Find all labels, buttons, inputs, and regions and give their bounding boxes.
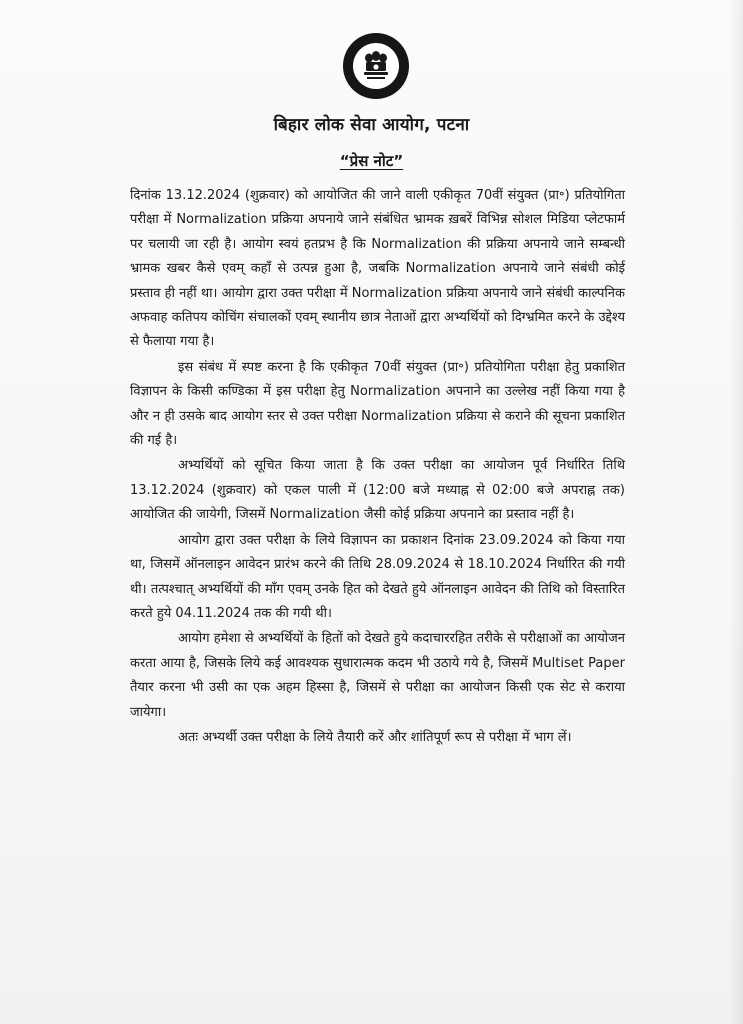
paragraph-6: अतः अभ्यर्थी उक्त परीक्षा के लिये तैयारी करें और शांतिपूर्ण रूप से परीक्षा में भाग लें। [178,729,572,745]
paragraph-3: अभ्यर्थियों को सूचित किया जाता है कि उक्त परीक्षा का आयोजन पूर्व निर्धारित तिथि 13.12.2024 (शुक्रवार) को एकल पाली में (12:00 बजे मध्याह्न से 02:00 बजे अपराह्न तक) आयोजित की जायेगी, जिसमें Normalization जैसी कोई प्रक्रिया अपनाने का प्रस्ताव नहीं है। [130,458,625,523]
paragraph-4: आयोग द्वारा उक्त परीक्षा के लिये विज्ञापन का प्रकाशन दिनांक 23.09.2024 को किया गया था, जिसमें ऑनलाइन आवेदन प्रारंभ करने की तिथि 28.09.2024 से 18.10.2024 निर्धारित की गयी थी। तत्पश्चात् अभ्यर्थियों की माँग एवम् उनके हित को देखते हुये ऑनलाइन आवेदन की तिथि को विस्तारित करते हुये 04.11.2024 तक की गयी थी। [130,532,625,621]
press-note-heading [0,151,743,171]
paragraph-2: इस संबंध में स्पष्ट करना है कि एकीकृत 70वीं संयुक्त (प्रा॰) प्रतियोगिता परीक्षा हेतु प्रकाशित विज्ञापन के किसी कण्डिका में इस परीक्षा हेतु Normalization अपनाने का उल्लेख नहीं किया गया है और न ही उसके बाद आयोग स्तर से उक्त परीक्षा Normalization प्रक्रिया से कराने की सूचना प्रकाशित की गई है। [130,359,625,449]
organization-title: बिहार लोक सेवा आयोग, पटना [273,115,470,135]
state-emblem-icon [353,43,399,89]
page-edge-shadow [729,0,743,1024]
press-note-label: “प्रेस नोट” [339,152,404,170]
paragraph-5: आयोग हमेशा से अभ्यर्थियों के हितों को देखते हुये कदाचाररहित तरीके से परीक्षाओं का आयोजन करता आया है, जिसके लिये कई आवश्यक सुधारात्मक कदम भी उठाये गये है, जिसमें Multiset Paper तैयार करना भी उसी का एक अहम हिस्सा है, जिसमें से परीक्षा का आयोजन किसी एक सेट से कराया जायेगा। [130,631,625,720]
press-note-body [130,184,625,751]
commission-seal [343,33,409,99]
paragraph-1: दिनांक 13.12.2024 (शुक्रवार) को आयोजित की जाने वाली एकीकृत 70वीं संयुक्त (प्रा॰) प्रतियोगिता परीक्षा में Normalization प्रक्रिया अपनाये जाने संबंधित भ्रामक ख़बरें विभिन्न सोशल मिडिया प्लेटफार्म पर चलायी जा रही है। आयोग स्वयं हतप्रभ है कि Normalization की प्रक्रिया अपनाये जाने सम्बन्धी भ्रामक खबर कैसे एवम् कहाँ से उत्पन्न हुआ है, जबकि Normalization अपनाये जाने संबंधी कोई प्रस्ताव ही नहीं था। आयोग द्वारा उक्त परीक्षा में Normalization प्रक्रिया अपनाये जाने संबंधी काल्पनिक अफवाह कतिपय कोचिंग संचालकों एवम् स्थानीय छात्र नेताओं द्वारा अभ्यर्थियों को दिग्भ्रमित करने के उद्देश्य से फैलाया गया है। [130,188,625,350]
